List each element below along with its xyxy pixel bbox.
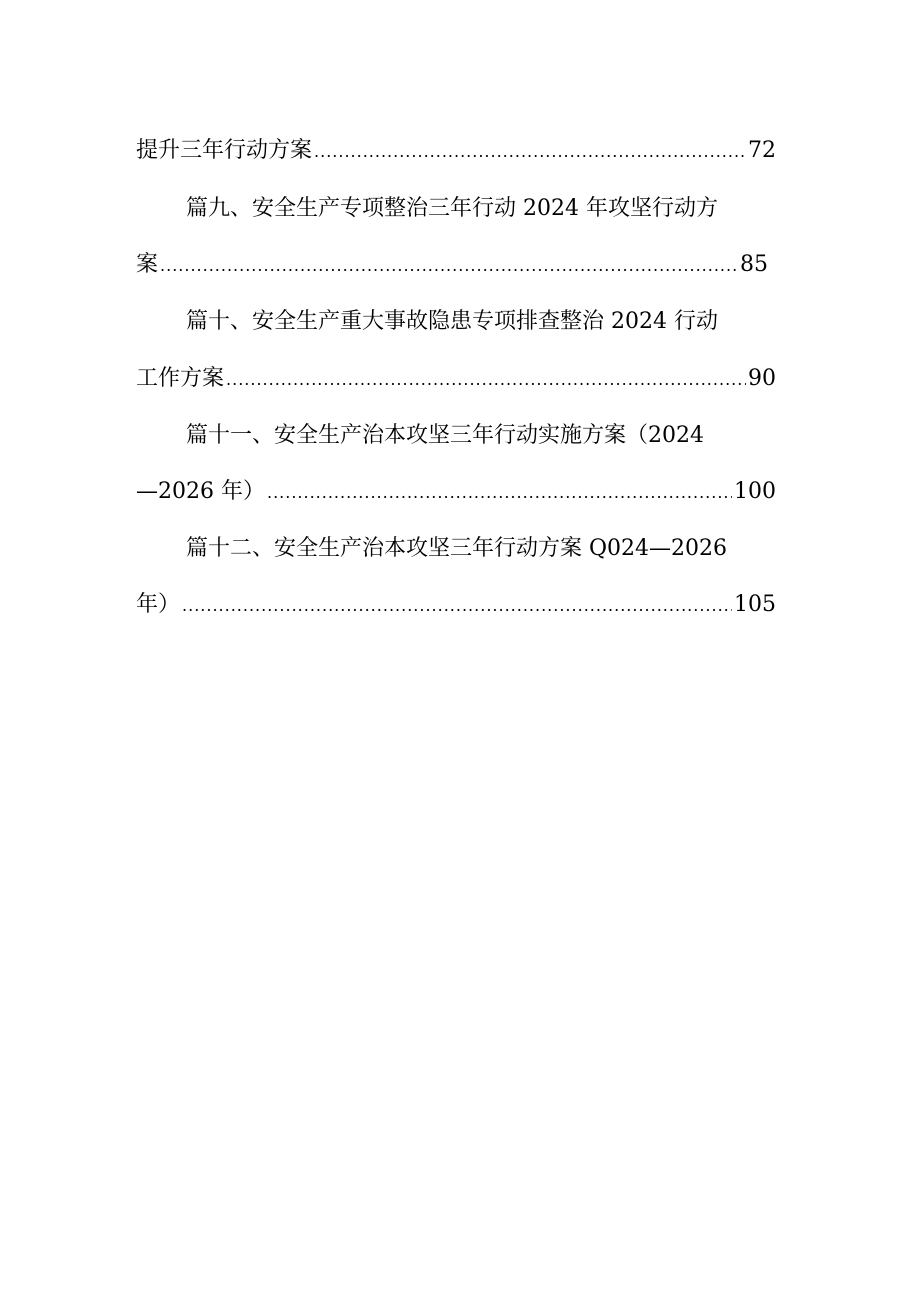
toc-page-number: 85 [740,252,768,277]
toc-page-number: 72 [748,138,776,163]
toc-entry-title: 篇十一、安全生产治本攻坚三年行动实施方案（2024 [186,423,704,448]
toc-entry-9-tail[interactable] [136,248,768,282]
toc-entry-text: 提升三年行动方案 [136,138,313,163]
toc-entry-text: —2026 年） [136,479,265,504]
toc-entry-text: 工作方案 [136,366,225,391]
dot-leader [182,589,732,623]
toc-page-number: 90 [748,366,776,391]
toc-entry-title: 篇十二、安全生产治本攻坚三年行动方案 Q024—2026 [186,536,728,561]
toc-entry-10-tail[interactable] [136,362,776,396]
dot-leader [267,476,732,510]
toc-entry-11-tail[interactable] [136,475,776,509]
dot-leader [226,363,746,397]
toc-entry-8-tail[interactable] [136,134,776,168]
toc-entry-12-head[interactable] [186,532,746,566]
toc-entry-text: 年） [136,592,181,617]
toc-page-number: 105 [734,592,776,617]
toc-page-number: 100 [734,479,776,504]
toc-entry-title: 篇十、安全生产重大事故隐患专项排查整治 2024 行动 [186,309,718,334]
toc-entry-12-tail[interactable] [136,588,776,622]
dot-leader [314,135,746,169]
toc-entry-11-head[interactable] [186,419,746,453]
toc-entry-title: 篇九、安全生产专项整治三年行动 2024 年攻坚行动方 [186,196,718,221]
toc-entry-10-head[interactable] [186,305,746,339]
dot-leader [160,249,738,283]
toc-entry-9-head[interactable] [186,192,746,226]
toc-entry-text: 案 [136,252,159,277]
